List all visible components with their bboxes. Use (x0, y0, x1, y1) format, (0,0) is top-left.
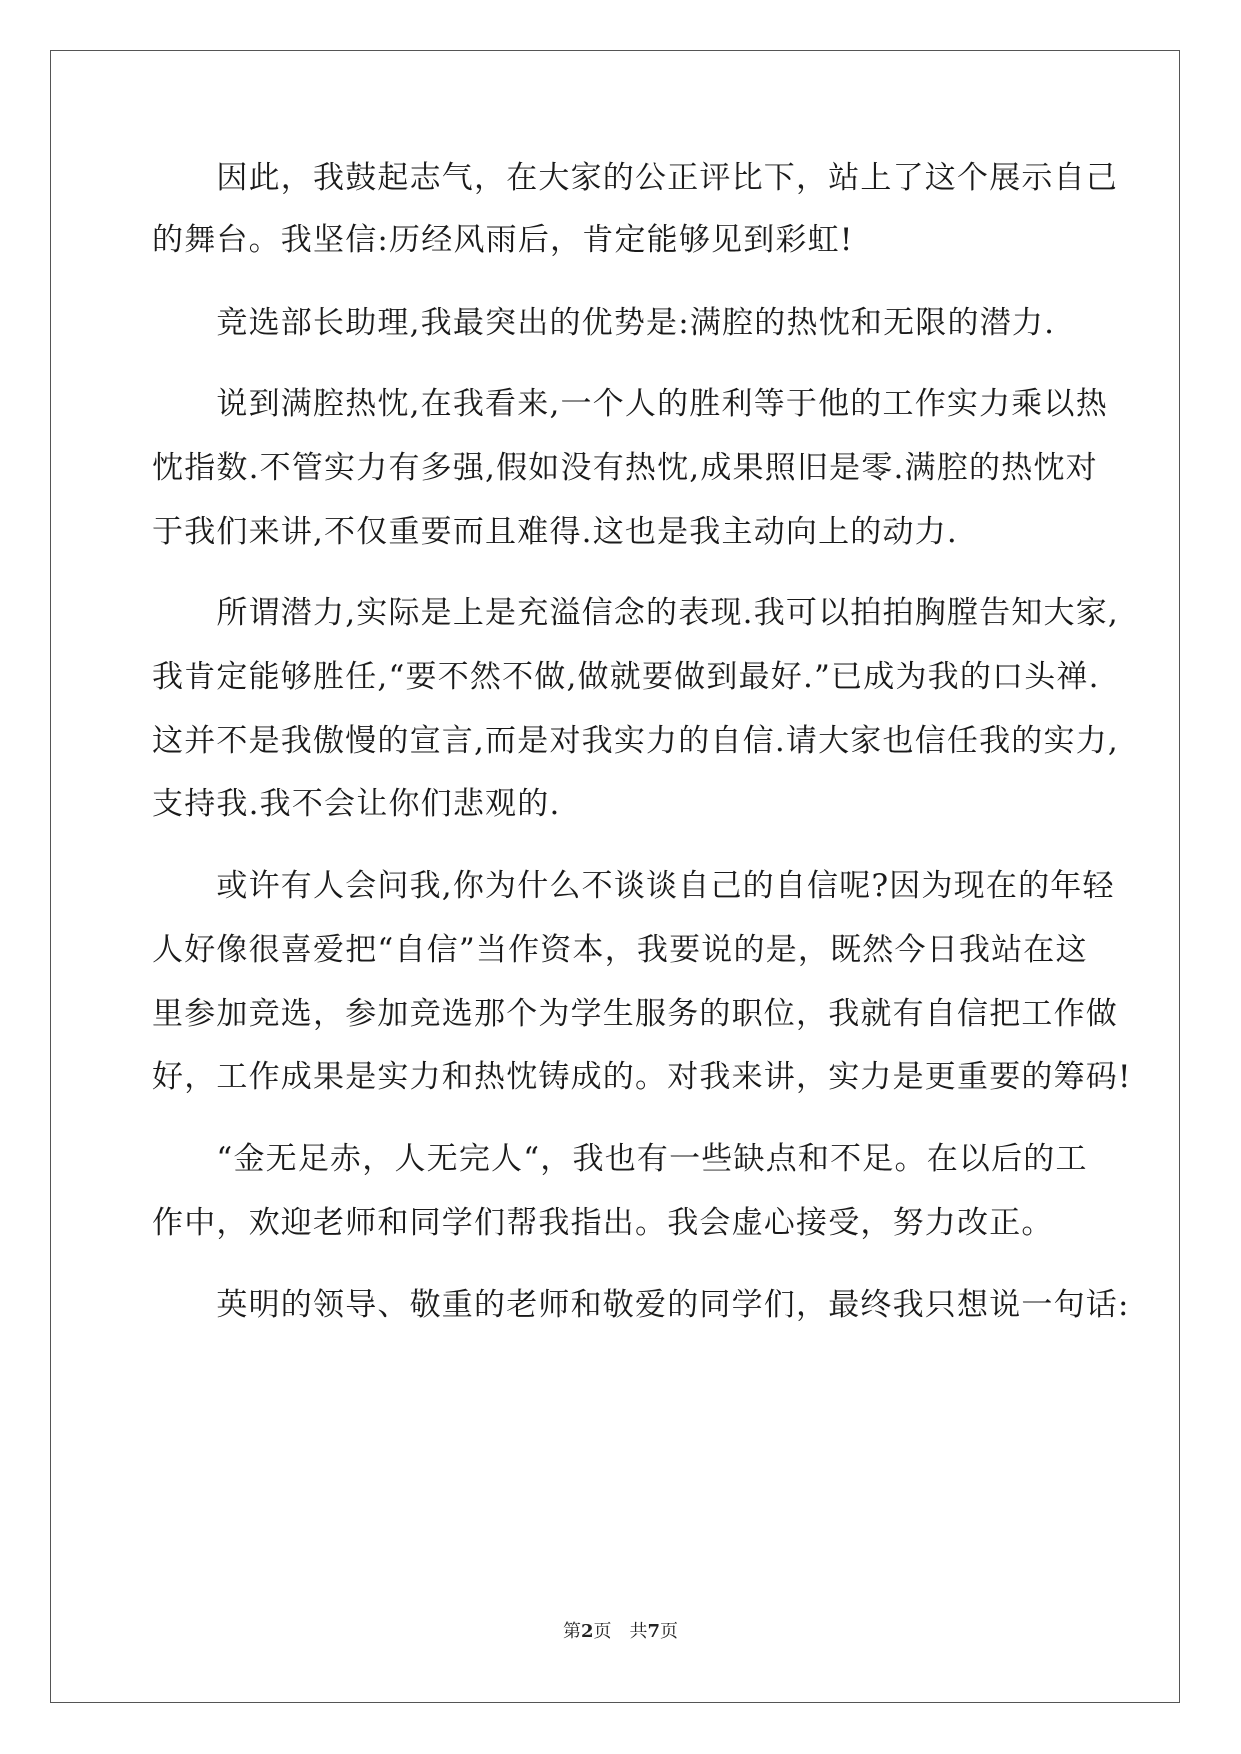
text-line: 人好像很喜爱把“自信”当作资本，我要说的是，既然今日我站在这 (152, 932, 1088, 968)
text-line: 这并不是我傲慢的宣言,而是对我实力的自信.请大家也信任我的实力, (152, 723, 1119, 759)
text-line: 因此，我鼓起志气，在大家的公正评比下，站上了这个展示自己 (152, 160, 1118, 196)
text-line: 英明的领导、敬重的老师和敬爱的同学们，最终我只想说一句话: (152, 1287, 1130, 1323)
text-line: 作中，欢迎老师和同学们帮我指出。我会虚心接受，努力改正。 (152, 1205, 1054, 1241)
text-line: 我肯定能够胜任,“要不然不做,做就要做到最好.”已成为我的口头禅. (152, 659, 1100, 695)
text-line: 说到满腔热忱,在我看来,一个人的胜利等于他的工作实力乘以热 (152, 386, 1108, 422)
text-line: 的舞台。我坚信:历经风雨后，肯定能够见到彩虹! (152, 222, 854, 258)
text-line: “金无足赤，人无完人“，我也有一些缺点和不足。在以后的工 (152, 1141, 1088, 1177)
page-current: 2 (580, 1621, 594, 1642)
page-mid: 页 共 (593, 1621, 648, 1642)
text-line: 竞选部长助理,我最突出的优势是:满腔的热忱和无限的潜力. (152, 305, 1056, 341)
text-line: 所谓潜力,实际是上是充溢信念的表现.我可以拍拍胸膛告知大家, (152, 595, 1119, 631)
text-line: 忱指数.不管实力有多强,假如没有热忱,成果照旧是零.满腔的热忱对 (152, 450, 1098, 486)
page-suffix: 页 (660, 1621, 679, 1642)
page-footer (0, 1617, 1241, 1643)
page-total: 7 (647, 1621, 661, 1642)
text-line: 于我们来讲,不仅重要而且难得.这也是我主动向上的动力. (152, 514, 958, 550)
page-prefix: 第 (562, 1621, 581, 1642)
text-line: 里参加竞选，参加竞选那个为学生服务的职位，我就有自信把工作做 (152, 996, 1118, 1032)
text-line: 好，工作成果是实力和热忱铸成的。对我来讲，实力是更重要的筹码! (152, 1059, 1132, 1095)
text-line: 或许有人会问我,你为什么不谈谈自己的自信呢?因为现在的年轻 (152, 868, 1115, 904)
text-line: 支持我.我不会让你们悲观的. (152, 786, 561, 822)
